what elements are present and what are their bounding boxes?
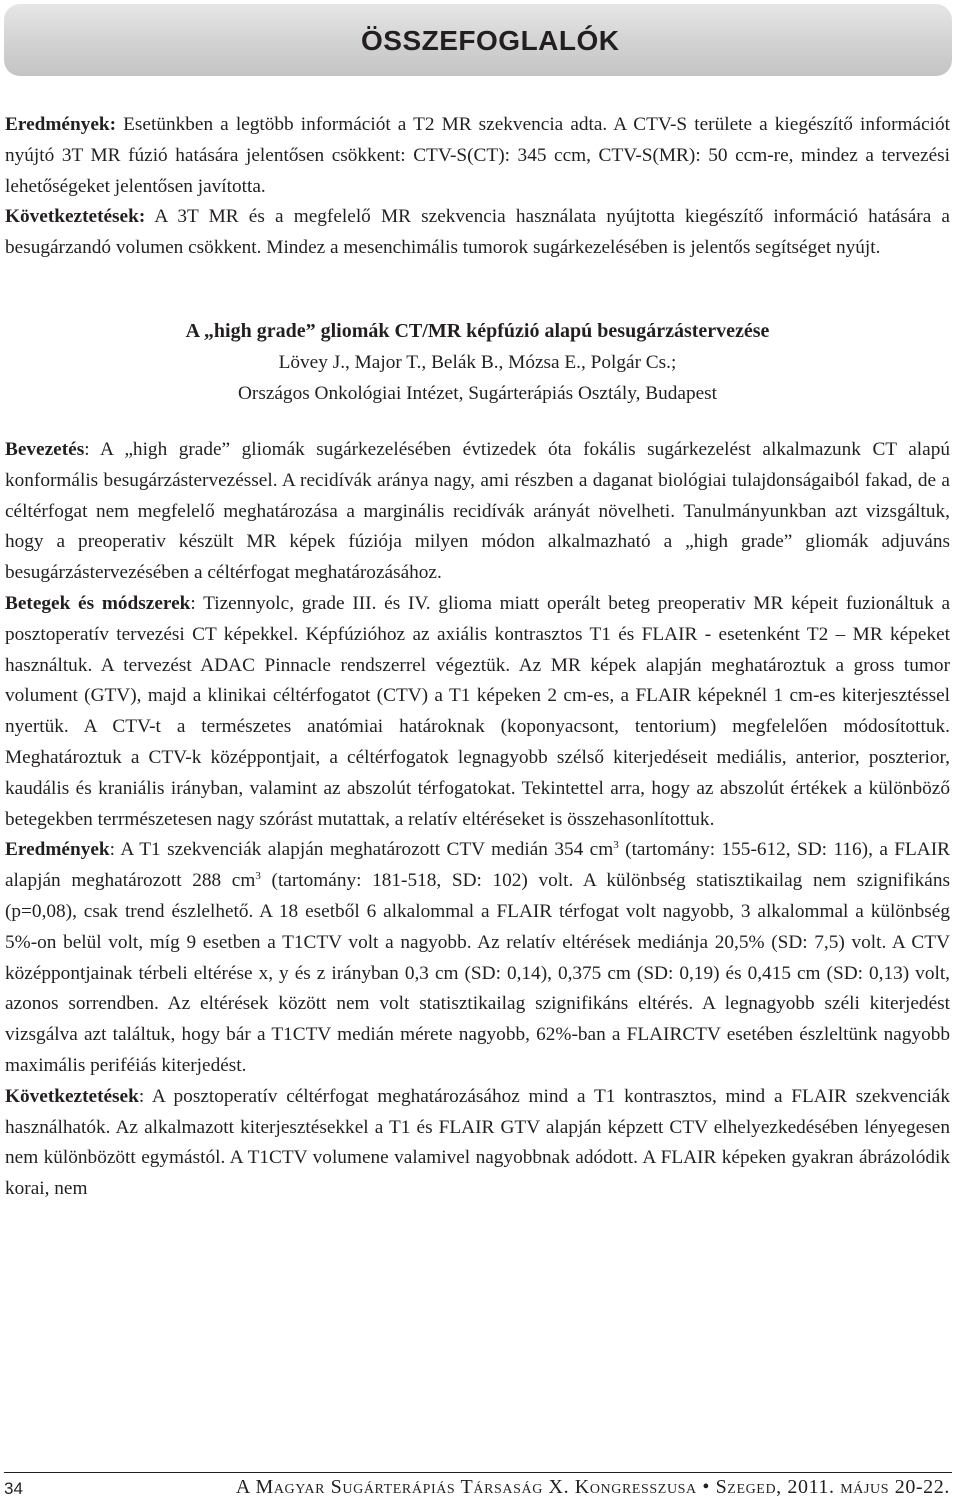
conclusions-label: Következtetések: (5, 206, 146, 228)
methods-label: Betegek és módszerek (5, 592, 191, 614)
results-text-a: : A T1 szekvenciák alapján meghatározott CTV medián 354 cm (109, 839, 614, 861)
header-band (4, 4, 952, 76)
superscript-3: 3 (613, 839, 619, 852)
running-title: A Magyar Sugárterápiás Társaság X. Kongresszusa • Szeged, 2011. május 20-22. (235, 1476, 950, 1498)
previous-results-paragraph (5, 110, 950, 202)
conclusions-text: A 3T MR és a megfelelő MR szekvencia használata nyújtotta kiegészítő információ hatására a besugárzandó volumen csökkent. Mindez a mesenchimális tumorok sugárkezelésében is jelentős segítséget nyújt. (5, 206, 950, 259)
results-paragraph (5, 835, 950, 1081)
page-number: 34 (4, 1479, 23, 1498)
conclusions-paragraph (5, 1082, 950, 1205)
introduction-label: Bevezetés (5, 438, 85, 460)
page-footer (4, 1472, 952, 1502)
abstract-title: A „high grade” gliomák CT/MR képfúzió alapú besugárzástervezése (185, 319, 770, 342)
results-label: Eredmények: (5, 114, 117, 135)
methods-text: : Tizennyolc, grade III. és IV. glioma miatt operált beteg preoperativ MR képeit fuzionáltuk a posztoperatív tervezési CT képekkel. Képfúzióhoz az axiális kontrasztos T1 és FLAIR - esetenként T2 – MR képeket használtuk. A tervezést ADAC Pinnacle rendszerrel végeztük. Az MR képek alapján meghatároztuk a gross tumor volument (GTV), majd a klinikai céltérfogatot (CTV) a T1 képeken 2 cm-es, a FLAIR képeknél 1 cm-es kiterjesztéssel nyertük. A CTV-t a természetes anatómiai határoknak (koponyacsont, tentorium) megfelelően módosítottuk. Meghatároztuk a CTV-k középpontjait, a céltérfogatok legnagyobb szélső kiterjedéseit mediális, anterior, poszterior, kaudális és kraniális irányban, valamint az abszolút térfogatokat. Tekintettel arra, hogy az abszolút értékek a különböző betegekben terrmészetesen nagy szórást mutattak, a relatív eltéréseket is összehasonlítottuk. (5, 592, 951, 830)
results-text-c: (tartomány: 181-518, SD: 102) volt. A különbség statisztikailag nem szignifikáns (p=0,08), csak trend észlelhető. A 18 esetből 6 alkalommal a FLAIR térfogat volt nagyobb, 3 alkalommal a különbség 5%-on belül volt, míg 9 esetben a T1CTV volt a nagyobb. Az relatív eltérések mediánja 20,5% (SD: 7,5) volt. A CTV középpontjainak térbeli eltérése x, y és z irányban 0,3 cm (SD: 0,14), 0,375 cm (SD: 0,19) és 0,415 cm (SD: 0,13) volt, azonos sorrendben. Az eltérések között nem volt statisztikailag szignifikáns eltérés. A legnagyobb széli kiterjedést vizsgálva azt találtuk, hogy bár a T1CTV medián mérete nagyobb, 62%-ban a FLAIRCTV esetében észleltünk nagyobb maximális periféiás kiterjedést. (5, 870, 950, 1076)
superscript-3: 3 (255, 870, 261, 883)
conclusions-text: : A posztoperatív céltérfogat meghatározásához mind a T1 kontrasztos, mind a FLAIR szekvenciák használhatók. Az alkalmazott kiterjesztésekkel a T1 és FLAIR GTV alapján képzett CTV elhelyezkedésében lényegesen nem különbözött egymástól. A T1CTV volumene valamivel nagyobbnak adódott. A FLAIR képeken gyakran ábrázolódik korai, nem (5, 1085, 950, 1200)
page-content (5, 110, 950, 1205)
previous-conclusions-paragraph (5, 202, 950, 264)
introduction-paragraph (5, 435, 950, 589)
section-title: ÖSSZEFOGLALÓK (361, 25, 620, 56)
methods-paragraph (5, 589, 950, 835)
results-text: Esetünkben a legtöbb információt a T2 MR szekvencia adta. A CTV-S területe a kiegészítő információt nyújtó 3T MR fúzió hatására jelentősen csökkent: CTV-S(CT): 345 ccm, CTV-S(MR): 50 ccm-re, mindez a tervezési lehetőségeket jelentősen javította. (5, 114, 950, 197)
abstract-affiliation: Országos Onkológiai Intézet, Sugárterápiás Osztály, Budapest (237, 382, 718, 404)
conclusions-label: Következtetések (5, 1085, 139, 1107)
footer-rule (4, 1472, 952, 1473)
abstract-heading (5, 316, 950, 409)
abstract-authors: Lövey J., Major T., Belák B., Mózsa E., Polgár Cs.; (278, 351, 677, 373)
introduction-text: : A „high grade” gliomák sugárkezelésében évtizedek óta fokális sugárkezelést alkalmazunk CT alapú konformális besugárzástervezéssel. A recidívák aránya nagy, ami részben a daganat biológiai tulajdonságaiból fakad, de a céltérfogat nem megfelelő meghatározása a marginális recidívák arányát növelheti. Tanulmányunkban azt vizsgáltuk, hogy a preoperativ készült MR képek fúziója milyen módon alkalmazható a „high grade” gliomák adjuváns besugárzástervezésében a céltérfogat meghatározásához. (5, 438, 950, 584)
results-text-b: (tartomány: 155-612, SD: 116), a FLAIR alapján meghatározott 288 cm (5, 839, 950, 892)
results-label: Eredmények (5, 839, 110, 861)
